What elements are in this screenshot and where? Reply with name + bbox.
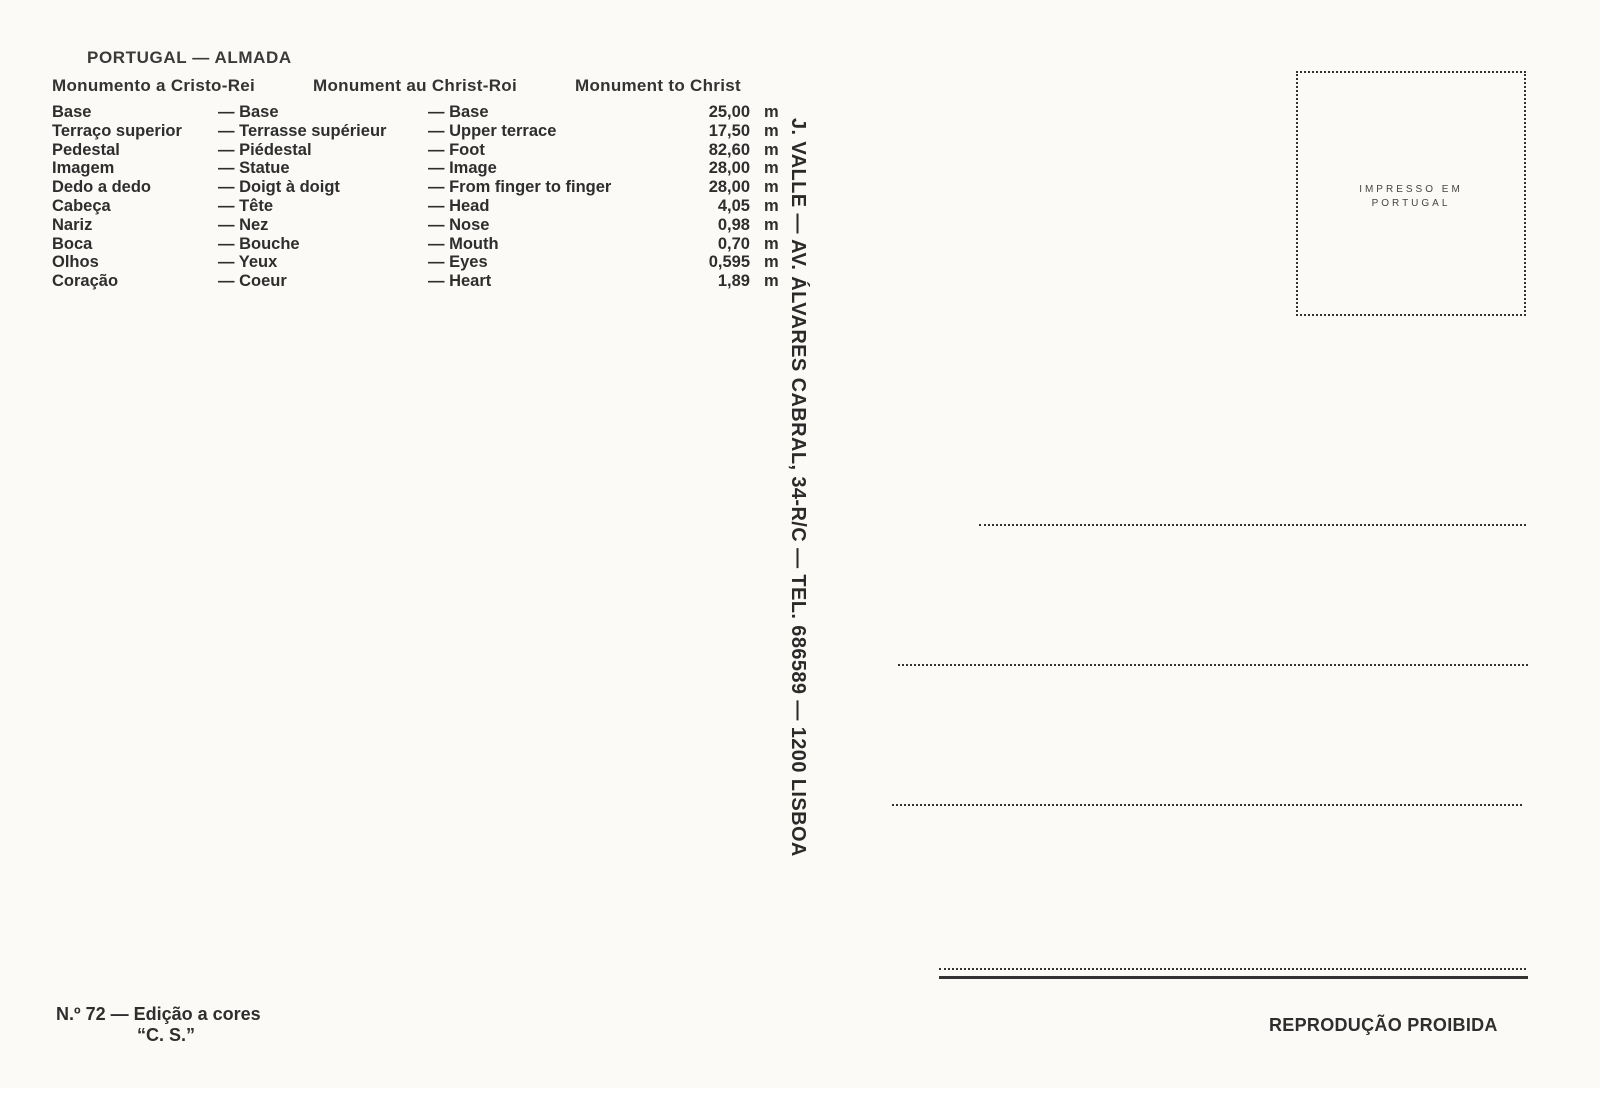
title-english: Monument to Christ: [575, 76, 741, 95]
dimension-value: 1,89: [717, 272, 750, 291]
stamp-line-1: IMPRESSO EM: [1359, 184, 1463, 195]
stamp-box: [1296, 71, 1526, 316]
address-line: [939, 968, 1526, 970]
dimension-unit: m: [764, 178, 779, 197]
dimension-value: 0,98: [717, 215, 750, 234]
address-underline: [939, 976, 1528, 979]
dimension-pt: Olhos: [52, 253, 99, 272]
dimension-fr: — Terrasse supérieur: [218, 121, 387, 140]
title-french: Monument au Christ-Roi: [313, 76, 517, 95]
dimension-fr: — Piédestal: [218, 140, 312, 159]
dimension-unit: m: [764, 196, 779, 215]
dimension-en: — Heart: [428, 272, 492, 291]
dimension-value: 25,00: [708, 103, 750, 121]
address-line: [979, 524, 1526, 526]
dimension-en: — Eyes: [428, 253, 488, 272]
dimension-unit: m: [764, 103, 779, 121]
dimension-unit: m: [764, 272, 779, 291]
dimension-unit: m: [764, 253, 779, 272]
dimension-en: — Head: [428, 196, 490, 215]
title-portuguese: Monumento a Cristo-Rei: [52, 76, 256, 95]
dimension-en: — Base: [428, 103, 489, 121]
dimension-unit: m: [764, 234, 779, 253]
dimension-value: 0,70: [717, 234, 750, 253]
dimension-pt: Imagem: [52, 159, 115, 178]
dimension-pt: Dedo a dedo: [52, 178, 152, 197]
dimension-pt: Terraço superior: [52, 121, 182, 140]
copyright-notice: REPRODUÇÃO PROIBIDA: [1269, 1015, 1498, 1035]
page-margin: [0, 1088, 1600, 1098]
dimension-pt: Nariz: [52, 215, 93, 234]
dimension-unit: m: [764, 215, 779, 234]
dimension-fr: — Coeur: [218, 272, 287, 291]
dimension-pt: Pedestal: [52, 140, 120, 159]
dimension-unit: m: [764, 140, 779, 159]
dimension-fr: — Tête: [218, 196, 274, 215]
dimension-unit: m: [764, 121, 779, 140]
dimension-pt: Cabeça: [52, 196, 111, 215]
address-line: [898, 664, 1528, 666]
dimension-value: 0,595: [708, 253, 750, 272]
dimension-value: 28,00: [708, 159, 750, 178]
dimension-en: — Image: [428, 159, 497, 178]
dimension-en: — Upper terrace: [428, 121, 557, 140]
stamp-line-2: PORTUGAL: [1371, 198, 1451, 209]
dimension-fr: — Bouche: [218, 234, 300, 253]
dimension-pt: Boca: [52, 234, 93, 253]
dimension-value: 82,60: [708, 140, 750, 159]
dimension-pt: Base: [52, 103, 92, 121]
dimension-en: — Nose: [428, 215, 490, 234]
dimension-en: — From finger to finger: [428, 178, 612, 197]
dimension-fr: — Yeux: [218, 253, 278, 272]
address-line: [892, 804, 1522, 806]
dimension-value: 17,50: [708, 121, 750, 140]
dimension-pt: Coração: [52, 272, 119, 291]
dimension-value: 28,00: [708, 178, 750, 197]
dimension-value: 4,05: [717, 196, 750, 215]
dimension-en: — Mouth: [428, 234, 499, 253]
dimension-unit: m: [764, 159, 779, 178]
location-title: PORTUGAL — ALMADA: [87, 48, 292, 67]
dimension-fr: — Base: [218, 103, 279, 121]
dimension-fr: — Nez: [218, 215, 269, 234]
edition-number: N.º 72 — Edição a cores: [56, 1004, 261, 1024]
dimension-fr: — Doigt à doigt: [218, 178, 340, 197]
edition-series: “C. S.”: [137, 1025, 196, 1045]
stamp-text: [1298, 183, 1524, 211]
publisher-address: J. VALLE — AV. ÁLVARES CABRAL, 34-R/C — TEL. 686589 — 1200 LISBOA: [787, 118, 809, 857]
dimension-fr: — Statue: [218, 159, 290, 178]
dimension-en: — Foot: [428, 140, 485, 159]
